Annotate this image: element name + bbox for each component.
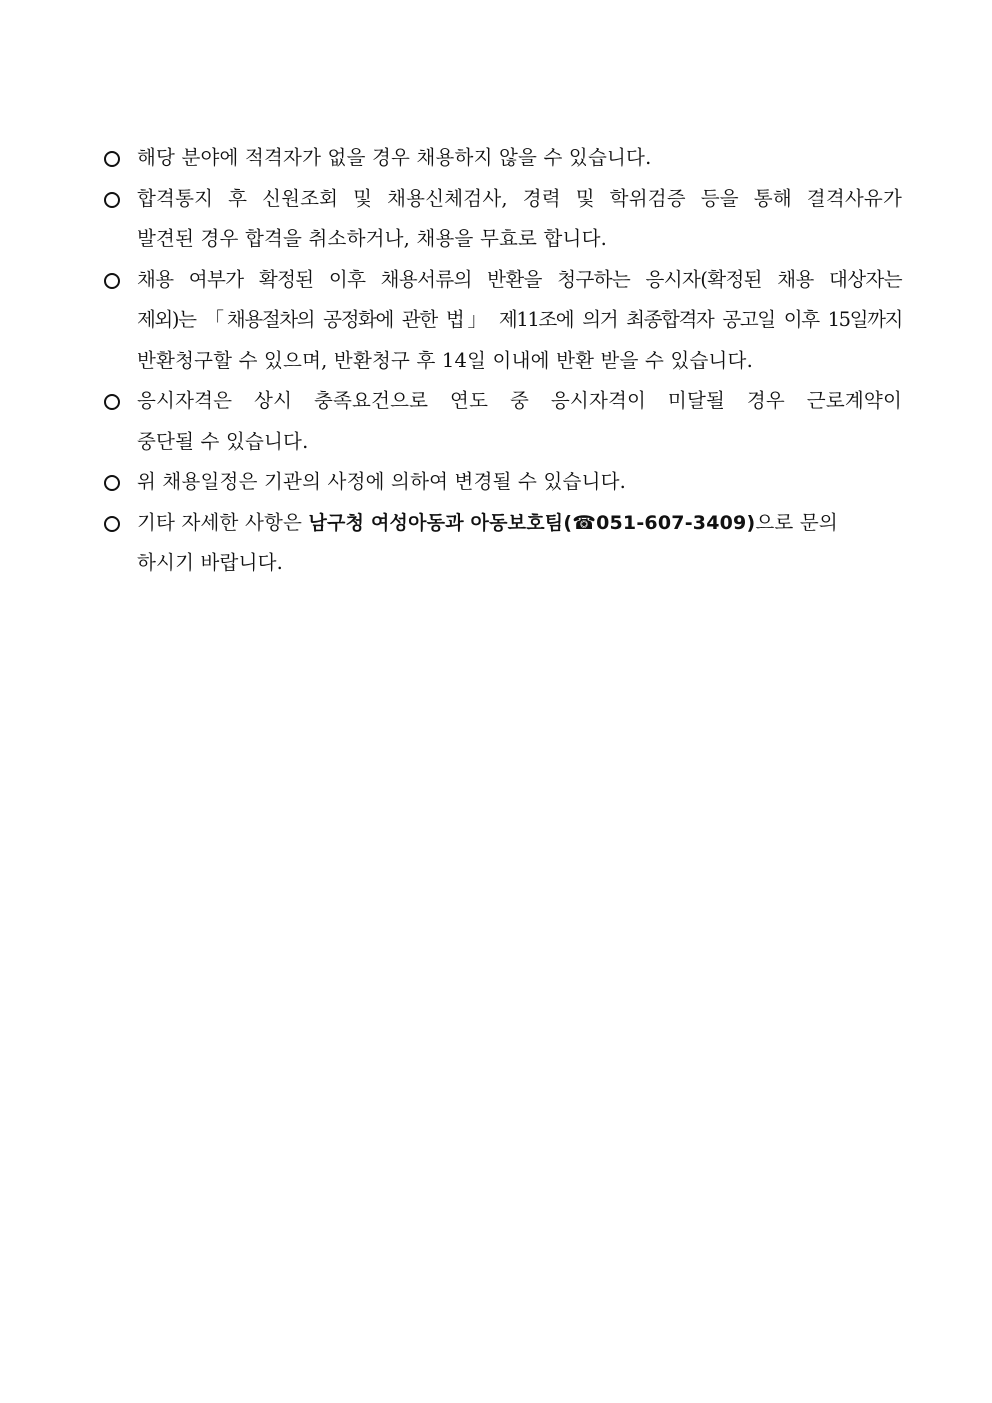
notice-line: 하시기 바랍니다. (137, 551, 284, 574)
notice-item-contact (104, 503, 902, 584)
notice-line: 발견된 경우 합격을 취소하거나, 채용을 무효로 합니다. (137, 227, 608, 250)
notice-list (104, 138, 902, 584)
notice-item-document-return (104, 260, 902, 382)
notice-line: 해당 분야에 적격자가 없을 경우 채용하지 않을 수 있습니다. (137, 146, 652, 169)
notice-item-schedule-change (104, 462, 902, 503)
notice-item-cancellation (104, 179, 902, 260)
notice-line: 응시자격은 상시 충족요건으로 연도 중 응시자격이 미달될 경우 근로계약이 (137, 389, 902, 412)
circle-bullet-icon (104, 273, 120, 289)
notice-line: 중단될 수 있습니다. (137, 429, 309, 453)
circle-bullet-icon (104, 394, 120, 410)
notice-line: 합격통지 후 신원조회 및 채용신체검사, 경력 및 학위검증 등을 통해 결격사유가 (137, 186, 902, 210)
contact-prefix: 기타 자세한 사항은 (137, 510, 309, 534)
notice-line: 반환청구할 수 있으며, 반환청구 후 14일 이내에 반환 받을 수 있습니다. (137, 348, 753, 372)
notice-line: 제외)는 「채용절차의 공정화에 관한 법」 제11조에 의거 최종합격자 공고일 이후 15일까지 (137, 308, 902, 331)
circle-bullet-icon (104, 475, 120, 491)
circle-bullet-icon (104, 192, 120, 208)
contact-department-phone: 남구청 여성아동과 아동보호팀(☎051-607-3409) (308, 511, 756, 534)
notice-item-eligibility (104, 381, 902, 462)
notice-line: 위 채용일정은 기관의 사정에 의하여 변경될 수 있습니다. (137, 470, 627, 493)
notice-line (137, 503, 902, 544)
circle-bullet-icon (104, 151, 120, 167)
contact-suffix: 으로 문의 (755, 510, 838, 534)
circle-bullet-icon (104, 516, 120, 532)
notice-line: 채용 여부가 확정된 이후 채용서류의 반환을 청구하는 응시자(확정된 채용 대상자는 (137, 267, 902, 291)
notice-item-no-qualified-applicant (104, 138, 902, 179)
